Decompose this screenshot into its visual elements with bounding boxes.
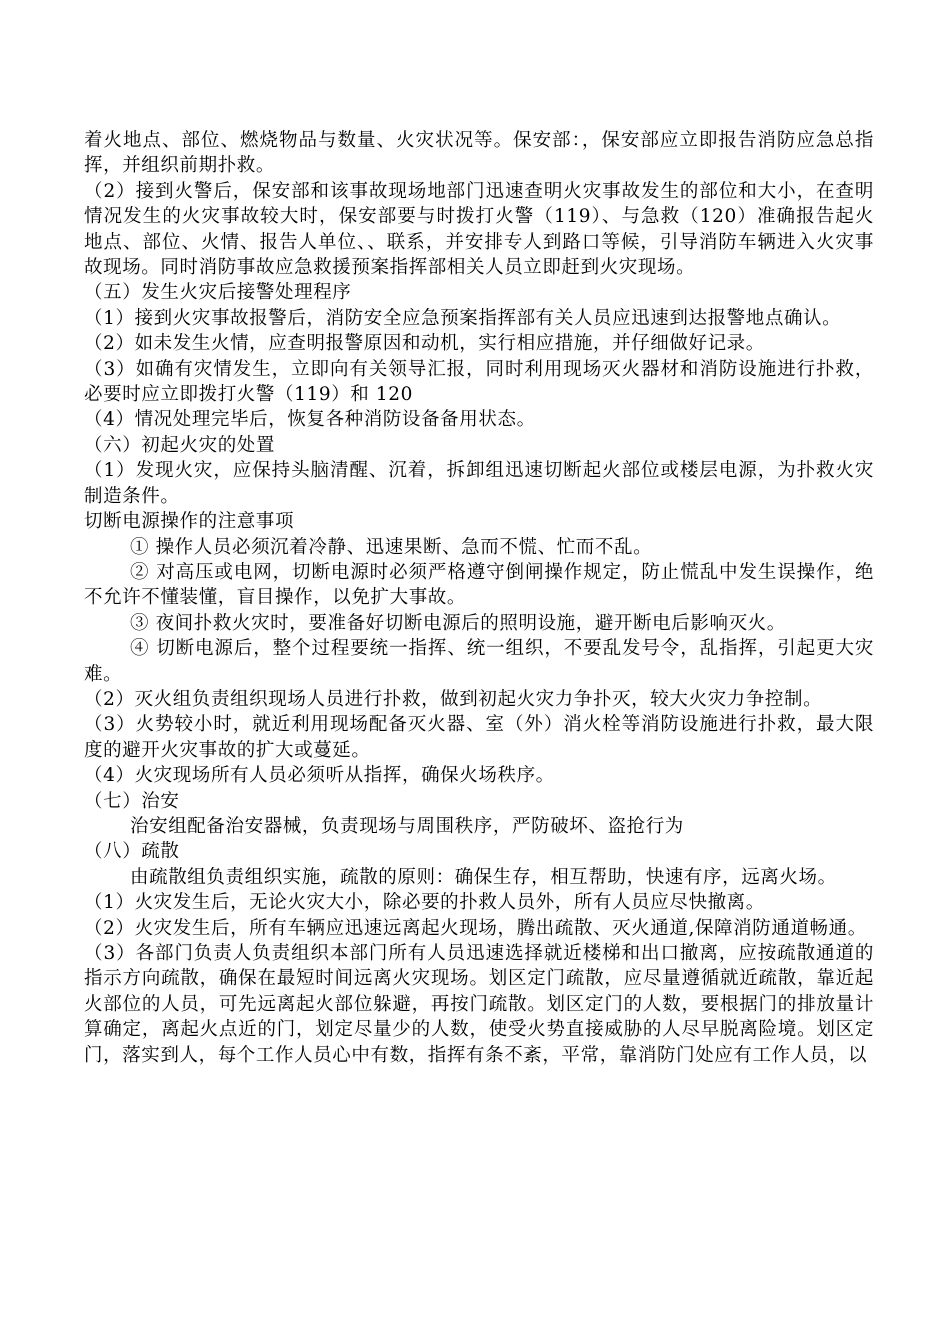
paragraph-21: 由疏散组负责组织实施，疏散的原则：确保生存，相互帮助，快速有序，远离火场。 xyxy=(130,866,837,888)
paragraph-16: （3）火势较小时，就近利用现场配备灭火器、室（外）消火栓等消防设施进行扑救，最大限度的避开火灾事故的扩大或蔓延。 xyxy=(84,714,874,761)
paragraph-17: （4）火灾现场所有人员必须听从指挥，确保火场秩序。 xyxy=(84,765,555,787)
document-body xyxy=(84,128,874,1068)
paragraph-23: （2）火灾发生后，所有车辆应迅速远离起火现场，腾出疏散、灭火通道,保障消防通道畅通。 xyxy=(84,917,867,939)
paragraph-6: （3）如确有灾情发生，立即向有关领导汇报，同时利用现场灭火器材和消防设施进行扑救，必要时应立即拨打火警（119）和 120 xyxy=(84,358,874,406)
section-heading-7: （七）治安 xyxy=(84,790,180,812)
section-heading-5: （五）发生火灾后接警处理程序 xyxy=(84,282,352,304)
paragraph-22: （1）火灾发生后，无论火灾大小，除必要的扑救人员外，所有人员应尽快撤离。 xyxy=(84,892,765,914)
paragraph-5: （2）如未发生火情，应查明报警原因和动机，实行相应措施，并仔细做好记录。 xyxy=(84,333,765,355)
paragraph-19: 治安组配备治安器械，负责现场与周围秩序，严防破坏、盗抢行为 xyxy=(130,815,684,837)
paragraph-24: （3）各部门负责人负责组织本部门所有人员迅速选择就近楼梯和出口撤离，应按疏散通道的指示方向疏散，确保在最短时间远离火灾现场。划区定门疏散，应尽量遵循就近疏散，靠近起火部位的人员，可先远离起火部位躲避，再按门疏散。划区定门的人数，要根据门的排放量计算确定，离起火点近的门，划定尽量少的人数，使受火势直接威胁的人尽早脱离险境。划区定门，落实到人，每个工作人员心中有数，指挥有条不紊，平常，靠消防门处应有工作人员，以 xyxy=(84,943,874,1066)
paragraph-1: 着火地点、部位、燃烧物品与数量、火灾状况等。保安部：，保安部应立即报告消防应急总指挥，并组织前期扑救。 xyxy=(84,130,874,177)
section-heading-8: （八）疏散 xyxy=(84,841,180,863)
subheading-power-off: 切断电源操作的注意事项 xyxy=(84,511,295,533)
list-item-4: ④ 切断电源后，整个过程要统一指挥、统一组织，不要乱发号令，乱指挥，引起更大灾难。 xyxy=(84,638,874,685)
paragraph-4: （1）接到火灾事故报警后，消防安全应急预案指挥部有关人员应迅速到达报警地点确认。 xyxy=(84,307,842,329)
list-item-3: ③ 夜间扑救火灾时，要准备好切断电源后的照明设施，避开断电后影响灭火。 xyxy=(130,612,786,634)
paragraph-7: （4）情况处理完毕后，恢复各种消防设备备用状态。 xyxy=(84,409,536,431)
list-item-1: ① 操作人员必须沉着冷静、迅速果断、急而不慌、忙而不乱。 xyxy=(130,536,653,558)
section-heading-6: （六）初起火灾的处置 xyxy=(84,434,276,456)
paragraph-15: （2）灭火组负责组织现场人员进行扑救，做到初起火灾力争扑灭，较大火灾力争控制。 xyxy=(84,688,823,710)
list-item-2: ② 对高压或电网，切断电源时必须严格遵守倒闸操作规定，防止慌乱中发生误操作，绝不允许不懂装懂，盲目操作，以免扩大事故。 xyxy=(84,561,874,609)
paragraph-2: （2）接到火警后，保安部和该事故现场地部门迅速查明火灾事故发生的部位和大小，在查明情况发生的火灾事故较大时，保安部要与时拨打火警（119）、与急救（120）准确报告起火地点、部位、火情、报告人单位、、联系，并安排专人到路口等候，引导消防车辆进入火灾事故现场。同时消防事故应急救援预案指挥部相关人员立即赶到火灾现场。 xyxy=(84,180,874,279)
paragraph-9: （1）发现火灾，应保持头脑清醒、沉着，拆卸组迅速切断起火部位或楼层电源，为扑救火灾制造条件。 xyxy=(84,460,874,507)
